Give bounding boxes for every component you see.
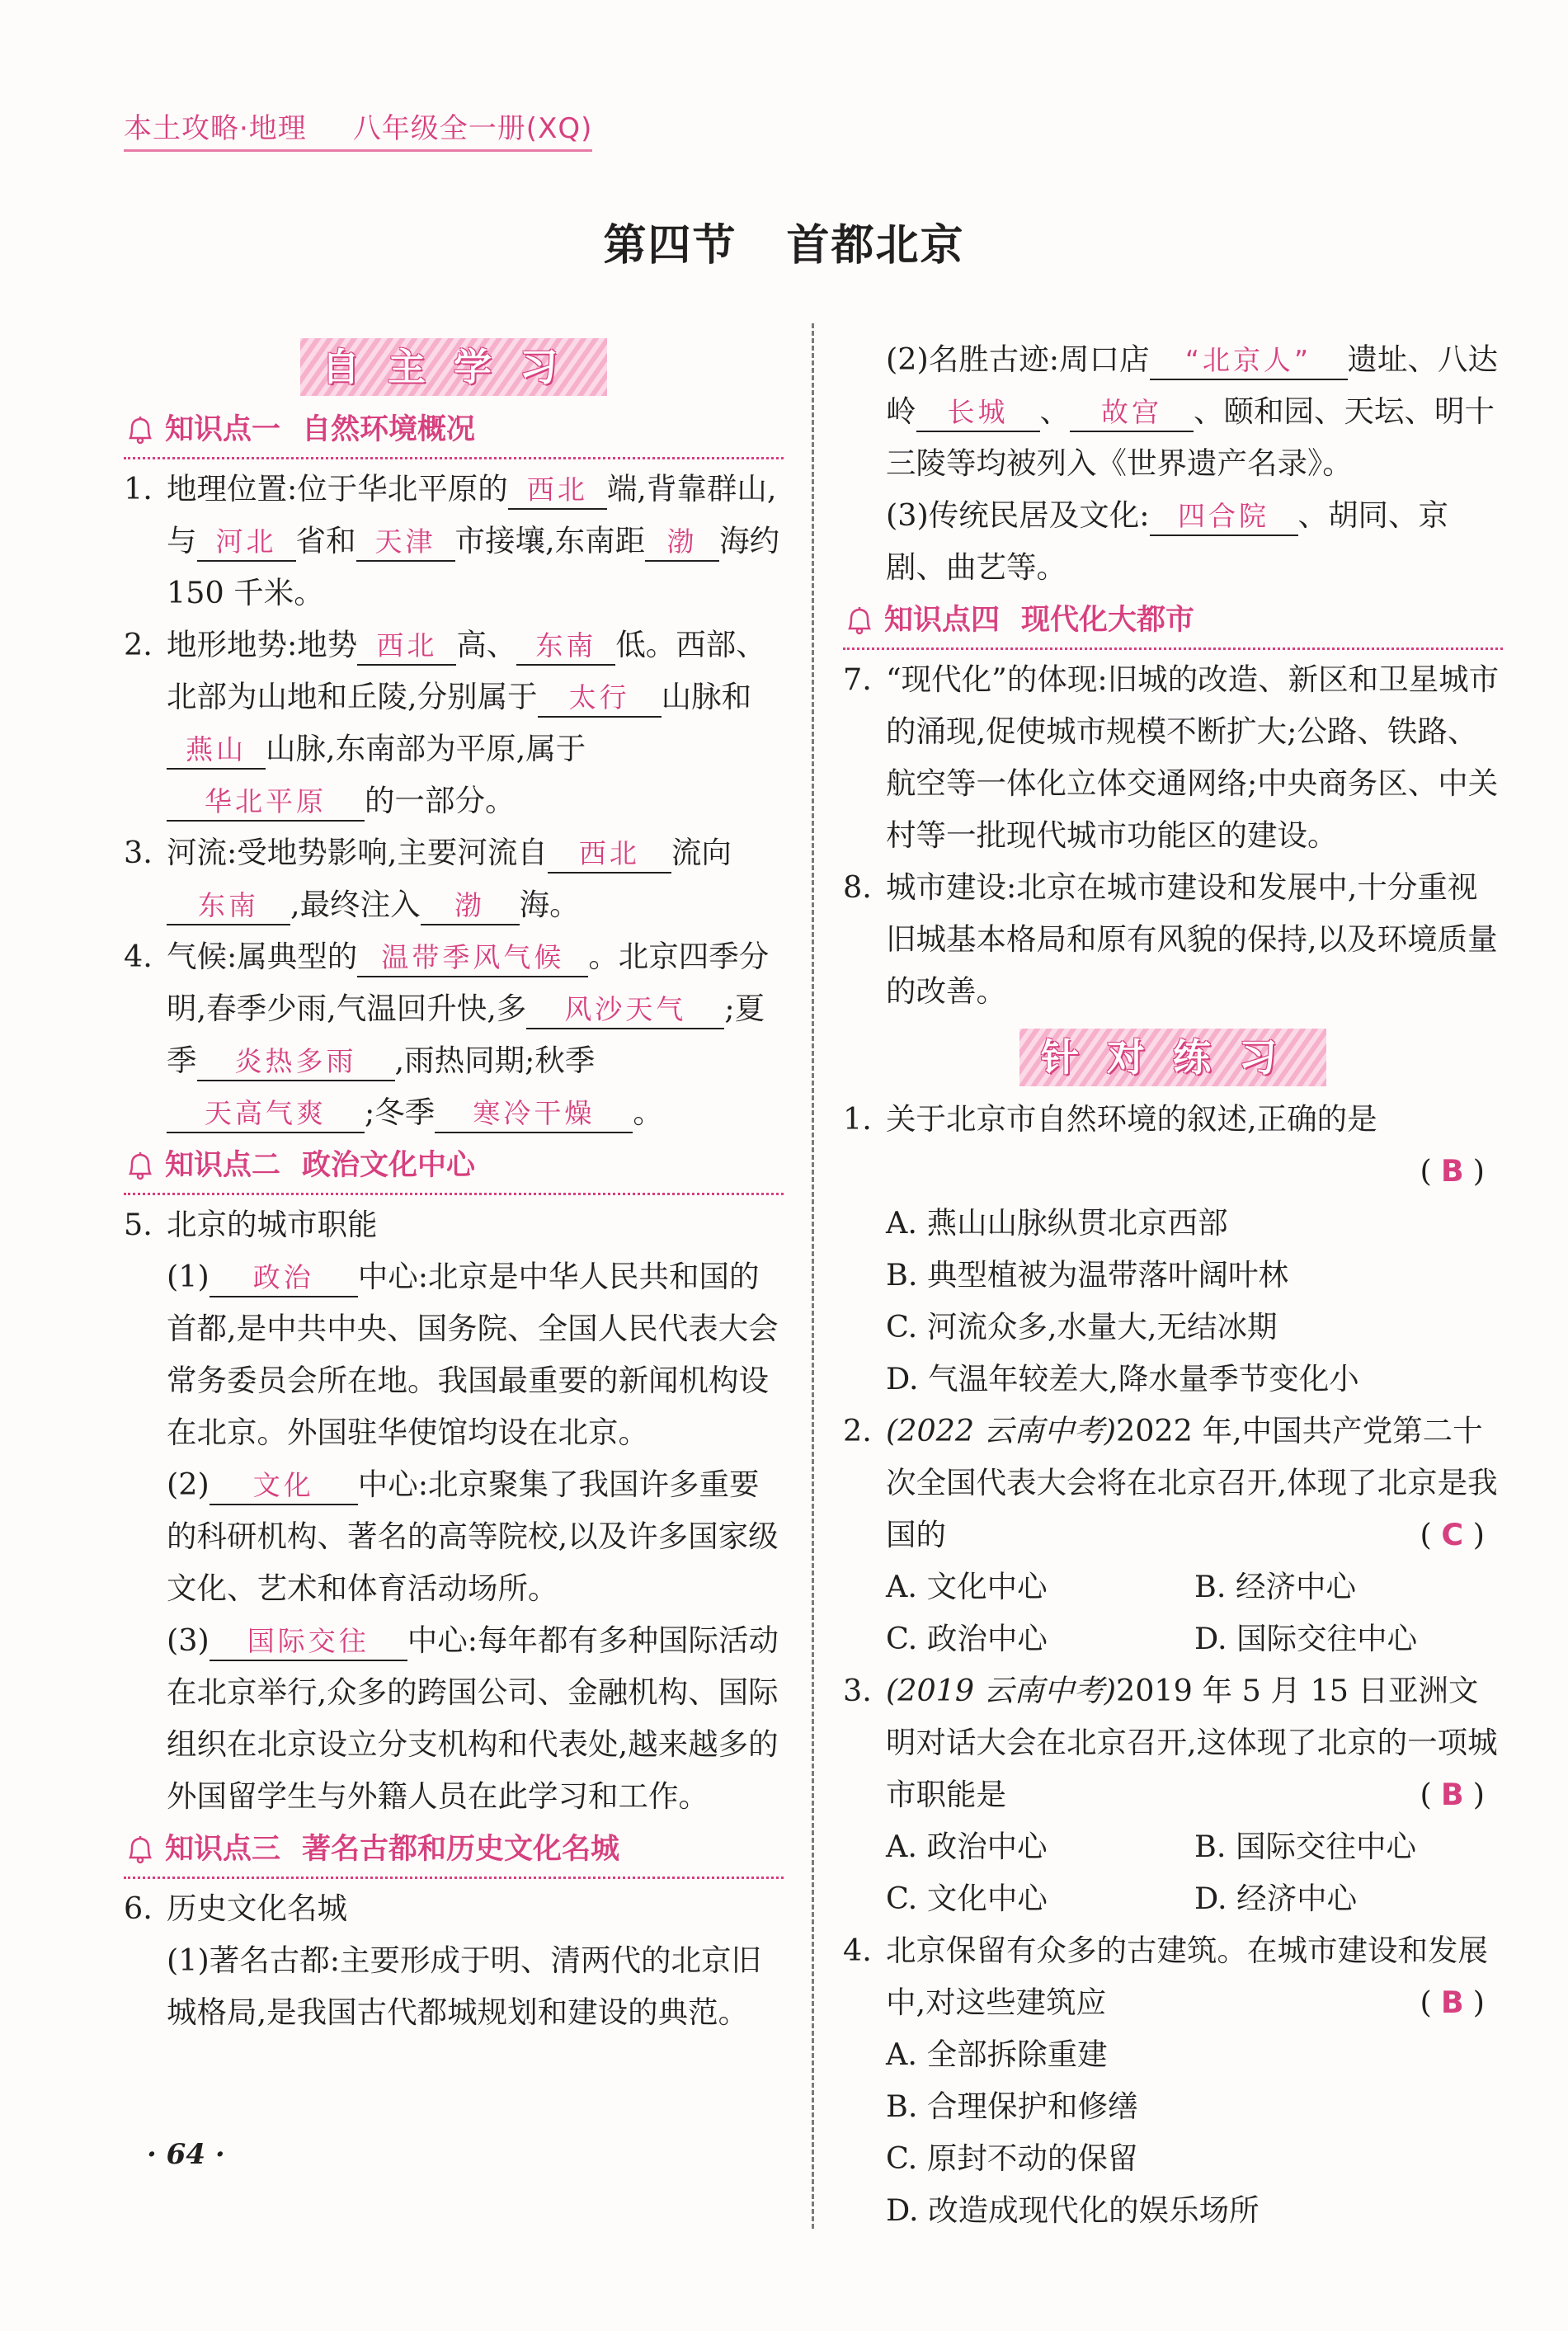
- answer-blank: 华北平原: [167, 784, 365, 822]
- column-divider: [812, 323, 814, 2229]
- kp-label: 知识点二: [165, 1148, 281, 1182]
- part-number: (3): [167, 1622, 210, 1658]
- answer-bracket: [843, 1145, 1503, 1197]
- option-b: B. 典型植被为温带落叶阔叶林: [886, 1257, 1289, 1293]
- item-text: (1)著名古都:主要形成于明、清两代的北京旧城格局,是我国古代都城规划和建设的典范。: [167, 1942, 761, 2030]
- answer-blank: 炎热多雨: [197, 1043, 395, 1081]
- question-stem: 2022 年,中国共产党第二十次全国代表大会将在北京召开,体现了北京是我国的: [886, 1413, 1498, 1552]
- item-text: 北京的城市职能: [167, 1207, 378, 1242]
- item-number: 5.: [124, 1207, 153, 1242]
- item-text: 流向: [671, 835, 732, 870]
- page-title: [0, 210, 1568, 272]
- question-stem: 关于北京市自然环境的叙述,正确的是: [886, 1101, 1377, 1137]
- answer-blank: 西北: [548, 836, 671, 874]
- question-3: [843, 1665, 1503, 1820]
- answer-choice: B: [1440, 1153, 1464, 1189]
- study-item-5-part-2: [124, 1458, 784, 1614]
- self-study-banner: [124, 333, 784, 403]
- left-column: [124, 333, 784, 2038]
- answer-choice: C: [1441, 1517, 1464, 1552]
- item-number: 1.: [124, 471, 153, 506]
- bell-icon: [124, 1149, 157, 1182]
- section-number: 第四节: [603, 221, 737, 271]
- study-item-2: [124, 619, 784, 826]
- answer-blank: 四合院: [1150, 498, 1298, 536]
- option-b: B. 经济中心: [1194, 1569, 1357, 1604]
- item-text: ;冬季: [365, 1095, 436, 1130]
- study-item-6: [124, 1882, 784, 1934]
- kp-name: 现代化大都市: [1021, 603, 1195, 637]
- book-title: 本土攻略·地理: [124, 112, 307, 145]
- item-text: 海。: [519, 887, 580, 922]
- paren-close: ): [1472, 1777, 1485, 1812]
- question-source: (2019 云南中考): [886, 1673, 1116, 1708]
- option-c: C. 原封不动的保留: [886, 2140, 1138, 2176]
- kp-label: 知识点一: [165, 412, 281, 446]
- item-text: 。北京四季分明,春季少雨,气温回升快,多: [167, 939, 770, 1026]
- question-2: [843, 1405, 1503, 1561]
- knowledge-point-2-heading: [124, 1138, 784, 1195]
- study-item-3: [124, 826, 784, 930]
- item-text: 、胡同、京剧、曲艺等。: [886, 497, 1448, 585]
- options-row: [843, 1872, 1503, 1924]
- practice-label: 针对练习: [1019, 1029, 1326, 1086]
- option-d: D. 气温年较差大,降水量季节变化小: [886, 1361, 1359, 1396]
- option-a: A. 政治中心: [886, 1829, 1048, 1864]
- answer-blank: 东南: [516, 628, 615, 666]
- item-text: ,雨热同期;秋季: [394, 1043, 596, 1078]
- option-a: A. 燕山山脉纵贯北京西部: [886, 1205, 1228, 1241]
- answer-blank: 渤: [421, 888, 520, 925]
- answer-blank: 渤: [645, 524, 719, 562]
- practice-banner: [843, 1024, 1503, 1093]
- option-a: A. 文化中心: [886, 1569, 1048, 1604]
- option-b: B. 国际交往中心: [1194, 1829, 1417, 1864]
- option-a: A. 全部拆除重建: [886, 2037, 1108, 2072]
- question-stem: 2019 年 5 月 15 日亚洲文明对话大会在北京召开,这体现了北京的一项城市职能是: [886, 1673, 1498, 1812]
- answer-blank: 政治: [210, 1260, 358, 1297]
- self-study-label: 自主学习: [300, 338, 607, 396]
- item-number: 8.: [843, 869, 872, 905]
- answer-blank: 燕山: [167, 732, 266, 770]
- item-text: 中心:每年都有多种国际活动在北京举行,众多的跨国公司、金融机构、国际组织在北京设立分支机构和代表处,越来越多的外国留学生与外籍人员在此学习和工作。: [167, 1622, 779, 1814]
- item-text: 山脉,东南部为平原,属于: [266, 731, 586, 766]
- answer-blank: 长城: [916, 394, 1040, 432]
- item-text: 低。西部、北部为山地和丘陵,分别属于: [167, 627, 766, 714]
- answer-blank: 文化: [210, 1467, 358, 1505]
- answer-blank: 国际交往: [210, 1623, 407, 1661]
- question-number: 4.: [843, 1933, 872, 1968]
- kp-name: 政治文化中心: [302, 1148, 476, 1182]
- answer-blank: 东南: [167, 888, 290, 925]
- grade-label: 八年级全一册(XQ): [352, 112, 593, 145]
- right-column: [843, 333, 1503, 2236]
- options-row: [843, 1820, 1503, 1872]
- page-number: · 64 ·: [147, 2138, 225, 2171]
- study-item-6-part-2: [843, 333, 1503, 489]
- study-item-6-part-1: [124, 1934, 784, 2038]
- option-b: B. 合理保护和修缮: [886, 2088, 1138, 2124]
- item-text: 的一部分。: [365, 783, 516, 818]
- study-item-1: [124, 463, 784, 619]
- study-item-4: [124, 930, 784, 1138]
- answer-blank: “北京人”: [1150, 342, 1348, 380]
- item-text: (3)传统民居及文化:: [886, 497, 1150, 533]
- bell-icon: [124, 413, 157, 446]
- paren-open: (: [1420, 1153, 1432, 1189]
- section-name: 首都北京: [786, 221, 965, 271]
- item-text: ,最终注入: [290, 887, 421, 922]
- options-row: [843, 1561, 1503, 1613]
- item-text: 。: [633, 1095, 663, 1130]
- item-number: 6.: [124, 1891, 153, 1926]
- paren-close: ): [1472, 1153, 1485, 1189]
- book-header: [124, 106, 592, 152]
- item-text: 地形地势:地势: [167, 627, 358, 662]
- item-text: 高、: [456, 627, 517, 662]
- item-text: 、颐和园、天坛、明十三陵等均被列入《世界遗产名录》。: [886, 393, 1495, 481]
- answer-blank: 风沙天气: [526, 991, 724, 1029]
- item-text: (2)名胜古迹:周口店: [886, 341, 1150, 377]
- options-row: [843, 1613, 1503, 1665]
- item-text: ;夏季: [167, 991, 765, 1078]
- item-text: 城市建设:北京在城市建设和发展中,十分重视旧城基本格局和原有风貌的保持,以及环境质量的改善。: [886, 869, 1498, 1009]
- item-text: 端,背靠群山,与: [167, 471, 777, 558]
- item-text: 河流:受地势影响,主要河流自: [167, 835, 548, 870]
- option-d: D. 国际交往中心: [1194, 1621, 1418, 1656]
- bell-icon: [124, 1833, 157, 1866]
- question-1: [843, 1093, 1503, 1145]
- answer-blank: 天高气爽: [167, 1095, 365, 1133]
- study-item-8: [843, 861, 1503, 1017]
- study-item-5-part-3: [124, 1614, 784, 1822]
- item-text: 、: [1039, 393, 1070, 429]
- answer-choice: B: [1440, 1985, 1464, 2020]
- knowledge-point-4-heading: [843, 593, 1503, 650]
- answer-blank: 太行: [538, 680, 662, 718]
- knowledge-point-1-heading: [124, 403, 784, 459]
- item-number: 3.: [124, 835, 153, 870]
- paren-open: (: [1420, 1517, 1432, 1552]
- knowledge-point-3-heading: [124, 1822, 784, 1879]
- answer-blank: 西北: [508, 472, 607, 510]
- question-source: (2022 云南中考): [886, 1413, 1116, 1448]
- paren-open: (: [1420, 1985, 1432, 2020]
- item-text: 市接壤,东南距: [454, 523, 646, 558]
- item-text: 遗址、八达岭: [886, 341, 1498, 429]
- option-c: C. 文化中心: [886, 1881, 1048, 1916]
- kp-label: 知识点四: [884, 603, 1001, 637]
- item-text: 省和: [295, 523, 356, 558]
- option-c: C. 河流众多,水量大,无结冰期: [886, 1309, 1278, 1344]
- item-text: 中心:北京聚集了我国许多重要的科研机构、著名的高等院校,以及许多国家级文化、艺术和体育活动场所。: [167, 1467, 779, 1606]
- answer-blank: 温带季风气候: [357, 939, 588, 977]
- question-number: 1.: [843, 1101, 872, 1137]
- item-text: 山脉和: [661, 679, 752, 714]
- part-number: (1): [167, 1259, 210, 1294]
- bell-icon: [843, 604, 876, 637]
- study-item-6-part-3: [843, 489, 1503, 593]
- question-number: 2.: [843, 1413, 872, 1448]
- kp-name: 自然环境概况: [302, 412, 476, 446]
- option-d: D. 改造成现代化的娱乐场所: [886, 2192, 1260, 2228]
- item-text: 海约 150 千米。: [167, 523, 780, 610]
- item-number: 4.: [124, 939, 153, 974]
- paren-close: ): [1472, 1517, 1485, 1552]
- answer-blank: 寒冷干燥: [435, 1095, 633, 1133]
- answer-blank: 天津: [356, 524, 455, 562]
- kp-label: 知识点三: [165, 1832, 281, 1866]
- answer-blank: 河北: [197, 524, 296, 562]
- option-d: D. 经济中心: [1194, 1881, 1358, 1916]
- answer-blank: 故宫: [1070, 394, 1194, 432]
- study-item-5: [124, 1198, 784, 1250]
- item-number: 2.: [124, 627, 153, 662]
- paren-open: (: [1420, 1777, 1432, 1812]
- option-c: C. 政治中心: [886, 1621, 1048, 1656]
- study-item-5-part-1: [124, 1250, 784, 1458]
- item-text: 地理位置:位于华北平原的: [167, 471, 508, 506]
- study-item-7: [843, 653, 1503, 861]
- item-number: 7.: [843, 662, 872, 697]
- question-4: [843, 1924, 1503, 2028]
- item-text: 气候:属典型的: [167, 939, 358, 974]
- part-number: (2): [167, 1467, 210, 1502]
- kp-name: 著名古都和历史文化名城: [302, 1832, 620, 1866]
- answer-blank: 西北: [357, 628, 456, 666]
- item-text: 历史文化名城: [167, 1891, 347, 1926]
- question-number: 3.: [843, 1673, 872, 1708]
- question-stem: 北京保留有众多的古建筑。在城市建设和发展中,对这些建筑应: [886, 1933, 1488, 2020]
- item-text: 中心:北京是中华人民共和国的首都,是中共中央、国务院、全国人民代表大会常务委员会所在地。我国最重要的新闻机构设在北京。外国驻华使馆均设在北京。: [167, 1259, 779, 1450]
- paren-close: ): [1472, 1985, 1485, 2020]
- answer-choice: B: [1440, 1777, 1464, 1812]
- item-text: “现代化”的体现:旧城的改造、新区和卫星城市的涌现,促使城市规模不断扩大;公路、铁路、航空等一体化立体交通网络;中央商务区、中关村等一批现代城市功能区的建设。: [886, 662, 1500, 853]
